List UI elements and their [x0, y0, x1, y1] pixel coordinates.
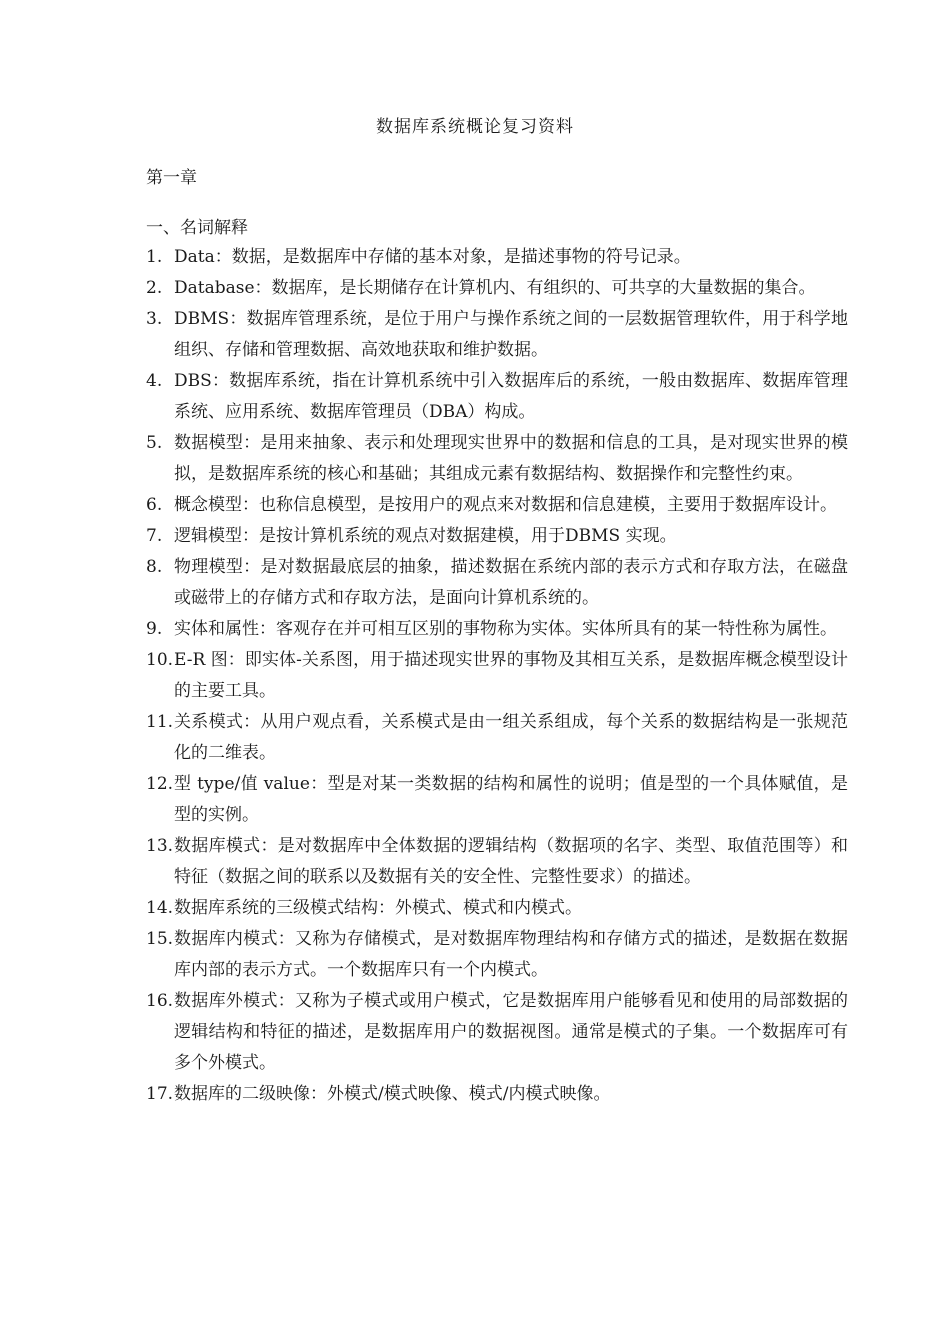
- list-item-number: 9.: [146, 619, 163, 639]
- list-item-text: 逻辑模型：是按计算机系统的观点对数据建模，用于DBMS 实现。: [174, 526, 677, 546]
- list-item-number: 14.: [146, 898, 174, 918]
- list-item: [146, 366, 848, 428]
- list-item-text: 数据库的二级映像：外模式/模式映像、模式/内模式映像。: [174, 1084, 611, 1104]
- list-item-number: 1.: [146, 247, 163, 267]
- list-item: [146, 645, 848, 707]
- list-item-text: 数据库外模式：又称为子模式或用户模式，它是数据库用户能够看见和使用的局部数据的逻辑结构和特征的描述，是数据库用户的数据视图。通常是模式的子集。一个数据库可有多个外模式。: [174, 991, 848, 1073]
- list-item-number: 11.: [146, 712, 174, 732]
- list-item-text: Data：数据，是数据库中存储的基本对象，是描述事物的符号记录。: [174, 247, 691, 267]
- list-item-number: 6.: [146, 495, 163, 515]
- list-item-number: 4.: [146, 371, 163, 391]
- term-list: [146, 242, 848, 1110]
- list-item: [146, 707, 848, 769]
- list-item: [146, 924, 848, 986]
- list-item-text: 关系模式：从用户观点看，关系模式是由一组关系组成，每个关系的数据结构是一张规范化的二维表。: [174, 712, 848, 763]
- list-item: [146, 490, 848, 521]
- list-item-text: DBS：数据库系统，指在计算机系统中引入数据库后的系统，一般由数据库、数据库管理系统、应用系统、数据库管理员（DBA）构成。: [174, 371, 848, 422]
- list-item: [146, 769, 848, 831]
- list-item: [146, 1079, 848, 1110]
- list-item-number: 7.: [146, 526, 163, 546]
- list-item: [146, 273, 848, 304]
- list-item-text: 数据库内模式：又称为存储模式，是对数据库物理结构和存储方式的描述，是数据在数据库内部的表示方式。一个数据库只有一个内模式。: [174, 929, 848, 980]
- list-item-text: 物理模型：是对数据最底层的抽象，描述数据在系统内部的表示方式和存取方法，在磁盘或磁带上的存储方式和存取方法，是面向计算机系统的。: [174, 557, 848, 608]
- list-item: [146, 831, 848, 893]
- list-item-text: 概念模型：也称信息模型，是按用户的观点来对数据和信息建模，主要用于数据库设计。: [174, 495, 837, 515]
- list-item-text: 实体和属性：客观存在并可相互区别的事物称为实体。实体所具有的某一特性称为属性。: [174, 619, 837, 639]
- list-item: [146, 893, 848, 924]
- list-item-number: 12.: [146, 774, 174, 794]
- list-item-number: 3.: [146, 309, 163, 329]
- list-item-text: E-R 图：即实体-关系图，用于描述现实世界的事物及其相互关系，是数据库概念模型设计的主要工具。: [174, 650, 848, 701]
- list-item: [146, 614, 848, 645]
- list-item-number: 5.: [146, 433, 163, 453]
- list-item-number: 15.: [146, 929, 174, 949]
- list-item: [146, 304, 848, 366]
- list-item: [146, 242, 848, 273]
- list-item-text: 数据模型：是用来抽象、表示和处理现实世界中的数据和信息的工具，是对现实世界的模拟，是数据库系统的核心和基础；其组成元素有数据结构、数据操作和完整性约束。: [174, 433, 848, 484]
- document-title: 数据库系统概论复习资料: [376, 117, 574, 137]
- list-item-number: 17.: [146, 1084, 174, 1104]
- list-item-text: Database：数据库，是长期储存在计算机内、有组织的、可共享的大量数据的集合。: [174, 278, 816, 298]
- list-item: [146, 552, 848, 614]
- list-item-number: 16.: [146, 991, 174, 1011]
- list-item-text: 数据库模式：是对数据库中全体数据的逻辑结构（数据项的名字、类型、取值范围等）和特征（数据之间的联系以及数据有关的安全性、完整性要求）的描述。: [174, 836, 848, 887]
- list-item-number: 13.: [146, 836, 174, 856]
- list-item: [146, 986, 848, 1079]
- list-item-text: DBMS：数据库管理系统，是位于用户与操作系统之间的一层数据管理软件，用于科学地组织、存储和管理数据、高效地获取和维护数据。: [174, 309, 848, 360]
- list-item: [146, 521, 848, 552]
- chapter-heading: 第一章: [146, 168, 197, 188]
- list-item-text: 数据库系统的三级模式结构：外模式、模式和内模式。: [174, 898, 582, 918]
- list-item-number: 10.: [146, 650, 174, 670]
- list-item-number: 8.: [146, 557, 163, 577]
- list-item: [146, 428, 848, 490]
- section-heading: 一、名词解释: [146, 218, 248, 238]
- list-item-text: 型 type/值 value：型是对某一类数据的结构和属性的说明；值是型的一个具体赋值，是型的实例。: [174, 774, 848, 825]
- list-item-number: 2.: [146, 278, 163, 298]
